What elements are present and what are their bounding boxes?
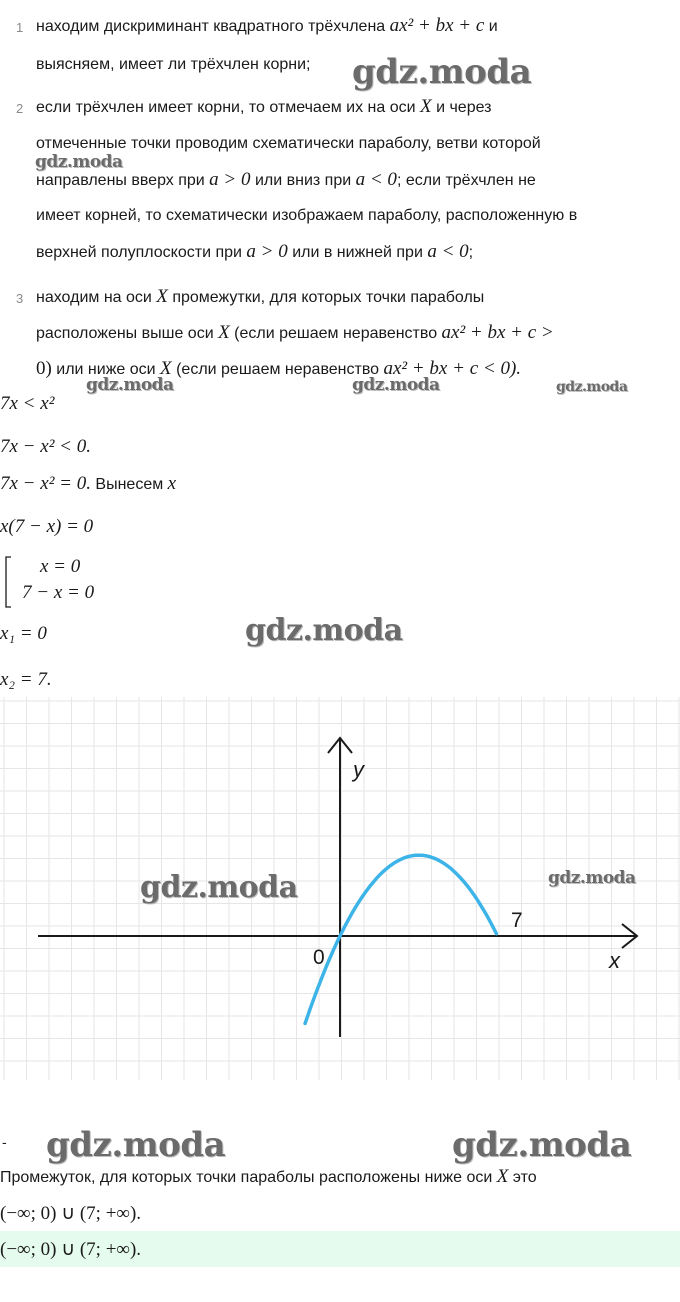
root-label: 7 — [511, 909, 523, 932]
step-text: (если решаем неравенство — [171, 361, 384, 378]
origin-label: 0 — [313, 946, 325, 969]
step-text: выясняем, имеет ли трёхчлен корни; — [36, 56, 311, 73]
step-text: и — [484, 18, 498, 35]
step-text: верхней полуплоскости при — [36, 244, 247, 261]
math-expression: X — [420, 96, 432, 117]
step-text: находим на оси — [36, 289, 157, 306]
math-expression: X — [156, 286, 168, 307]
step-2-line-4 — [36, 206, 577, 226]
step-number: 2 — [16, 101, 24, 116]
step-number: 3 — [16, 291, 24, 306]
watermark: gdz.moda — [35, 152, 123, 172]
inequality-1: 7x < x² — [0, 393, 55, 414]
parabola-graph — [0, 697, 680, 1080]
conclusion-interval: (−∞; 0) ∪ (7; +∞). — [0, 1203, 142, 1224]
step-2-line-2 — [36, 134, 541, 154]
step-text: или ниже оси — [51, 361, 161, 378]
math-expression: a < 0 — [427, 241, 469, 262]
step-text: или в нижней при — [287, 244, 428, 261]
step-text: направлены вверх при — [36, 172, 210, 189]
watermark: gdz.moda — [245, 613, 403, 648]
step-text: отмеченные точки проводим схематически параболу, ветви которой — [36, 135, 541, 152]
answer-interval: (−∞; 0) ∪ (7; +∞). — [0, 1239, 142, 1260]
step-text: или вниз при — [250, 172, 356, 189]
step-3-line-1 — [36, 287, 484, 308]
inequality-2: 7x − x² < 0. — [0, 436, 91, 457]
factored-equation: x(7 − x) = 0 — [0, 516, 94, 537]
root-x1: x₁ = 0 — [0, 623, 47, 644]
step-3-line-2 — [36, 323, 554, 344]
step-text: промежутки, для которых точки параболы — [167, 289, 485, 306]
step-text: ; если трёхчлен не — [396, 172, 536, 189]
math-expression: a > 0 — [246, 241, 288, 262]
step-2-line-5 — [36, 242, 473, 263]
conclusion-text: Промежуток, для которых точки параболы расположены ниже оси X это — [0, 1166, 537, 1187]
step-text: расположены выше оси — [36, 325, 219, 342]
watermark: gdz.moda — [46, 1125, 226, 1165]
step-1-line-1 — [36, 16, 498, 37]
math-expression: 0) — [36, 358, 52, 379]
watermark: gdz.moda — [452, 1125, 632, 1165]
step-text: (если решаем неравенство — [229, 325, 442, 342]
step-2-line-1 — [36, 97, 491, 118]
step-text: если трёхчлен имеет корни, то отмечаем их на оси — [36, 99, 421, 116]
watermark: gdz.moda — [556, 379, 628, 395]
system-bracket — [3, 556, 13, 608]
watermark: gdz.moda — [86, 375, 174, 395]
system-equation-1: x = 0 — [40, 556, 81, 577]
watermark: gdz.moda — [352, 52, 532, 92]
watermark: gdz.moda — [548, 868, 636, 888]
x-axis-label: x — [609, 948, 620, 973]
math-expression: ax² + bx + c — [389, 15, 485, 36]
step-text: ; — [468, 244, 474, 261]
step-2-line-3 — [36, 170, 536, 191]
step-text: находим дискриминант квадратного трёхчлена — [36, 18, 390, 35]
math-expression: ax² + bx + c > — [441, 322, 554, 343]
root-x2: x₂ = 7. — [0, 669, 52, 690]
step-1-line-2 — [36, 55, 310, 75]
step-text: и через — [431, 99, 492, 116]
math-expression: a > 0 — [209, 169, 251, 190]
math-expression: X — [160, 358, 172, 379]
math-expression: ax² + bx + c < 0). — [383, 358, 522, 379]
watermark: gdz.moda — [352, 375, 440, 395]
dash: - — [2, 1134, 7, 1150]
system-equation-2: 7 − x = 0 — [22, 582, 95, 603]
step-text: имеет корней, то схематически изображаем параболу, расположенную в — [36, 207, 578, 224]
parabola-curve — [305, 855, 496, 1023]
math-expression: X — [218, 322, 230, 343]
y-axis-label: y — [353, 757, 364, 782]
step-number: 1 — [16, 20, 24, 35]
watermark: gdz.moda — [140, 870, 298, 905]
y-axis — [328, 738, 352, 1037]
equation-3: 7x − x² = 0. Вынесем x — [0, 473, 177, 494]
math-expression: a < 0 — [355, 169, 397, 190]
